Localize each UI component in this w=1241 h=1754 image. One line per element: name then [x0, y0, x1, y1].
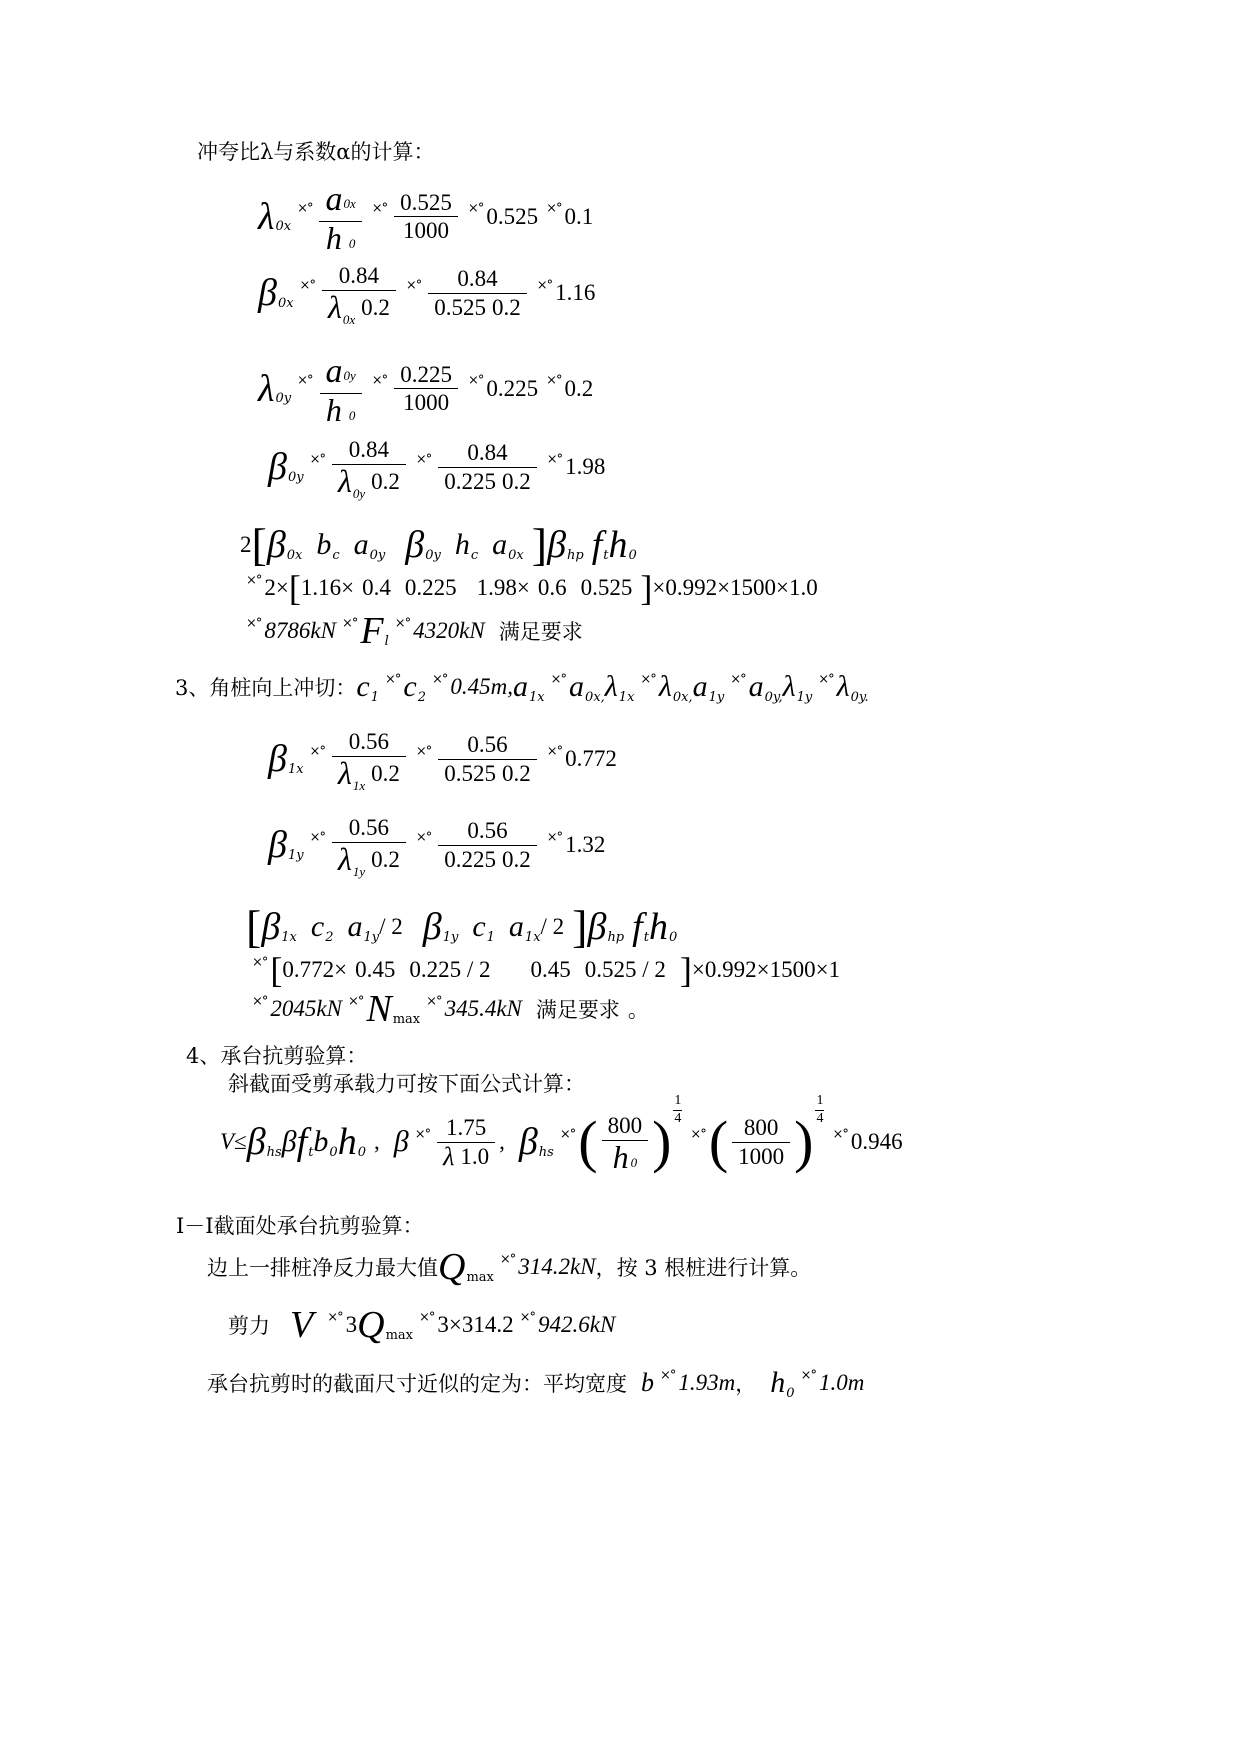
eq-punching-result: ×° 8786kN ×° F l ×° 4320kN 满足要求	[246, 610, 583, 652]
section-3-corner-pile: 3、角桩向上冲切： c 1 ×° c 2 ×° 0.45m, a 1x ×° a 0x, λ 1x ×° λ 0x, a 1y ×° a 0y, λ 1y ×° λ 0y.	[175, 670, 869, 705]
eq-lambda-0x: λ 0x ×° a0x h 0 ×° $\frac{0.525}{1000}$ ×° 0.525 ×° 0.1	[258, 181, 594, 256]
eq-lambda-0y: λ 0y ×° a0y h 0 ×° $\frac{0.225}{1000}$ ×° 0.225 ×° 0.2	[258, 353, 594, 428]
eq-shear-formula: V≤ β hs β f t b 0 h 0 , β ×° 1.75 λ 1.0 , β hs ×° ( 800 h 0 ) $\frac{1}{4}$ ×° ( $\frac{800}{1000}$ ) $\frac{1}{4}$ ×° 0.946	[220, 1093, 903, 1175]
eq-beta-1x: β 1x ×° 0.56 $\lambda_{1x}$ 0.2 ×° 0.56 0.525 0.2 ×° 0.772	[268, 729, 617, 793]
eq-beta-0x: β 0x ×° 0.84 $\lambda_{0x}$ 0.2 ×° 0.84 0.525 0.2 ×° 1.16	[258, 263, 596, 327]
line-q-max: 边上一排桩净反力最大值 Q max ×° 314.2kN ，按 3 根桩进行计算。	[207, 1246, 812, 1288]
section-I-I-shear: Ⅰ－Ⅰ截面处承台抗剪验算：	[176, 1214, 424, 1238]
line-shear-force: 剪力 V ×° 3 Q max ×° 3×314.2 ×° 942.6kN	[228, 1304, 616, 1346]
section-4-desc: 斜截面受剪承载力可按下面公式计算：	[228, 1072, 585, 1096]
section-4-shear: 4、承台抗剪验算：	[186, 1044, 368, 1068]
eq-punching-capacity: 2 [ β 0x b c a 0y β 0y h c a 0x ] β hp f t h 0	[240, 519, 637, 570]
eq-punching-numeric: ×° 2× [ 1.16× 0.4 0.225 1.98× 0.6 0.525 ] ×0.992×1500×1.0	[246, 568, 818, 608]
eq-corner-numeric: ×° [ 0.772× 0.45 0.225 / 2 0.45 0.525 / 2 ] ×0.992×1500×1	[252, 950, 841, 990]
line-section-size: 承台抗剪时的截面尺寸近似的定为：平均宽度 b ×° 1.93m ， h 0 ×° 1.0m	[207, 1366, 865, 1401]
eq-corner-capacity: [ β 1x c 2 a 1y / 2 β 1y c 1 a 1x / 2 ] β hp f t h 0	[246, 901, 678, 952]
eq-beta-1y: β 1y ×° 0.56 $\lambda_{1y}$ 0.2 ×° 0.56 0.225 0.2 ×° 1.32	[268, 815, 606, 879]
eq-beta-0y: β 0y ×° 0.84 $\lambda_{0y}$ 0.2 ×° 0.84 0.225 0.2 ×° 1.98	[268, 437, 606, 501]
eq-corner-result: ×° 2045kN ×° N max ×° 345.4kN 满足要求 。	[252, 988, 649, 1030]
heading-lambda: 冲夸比λ与系数α的计算：	[197, 140, 435, 164]
